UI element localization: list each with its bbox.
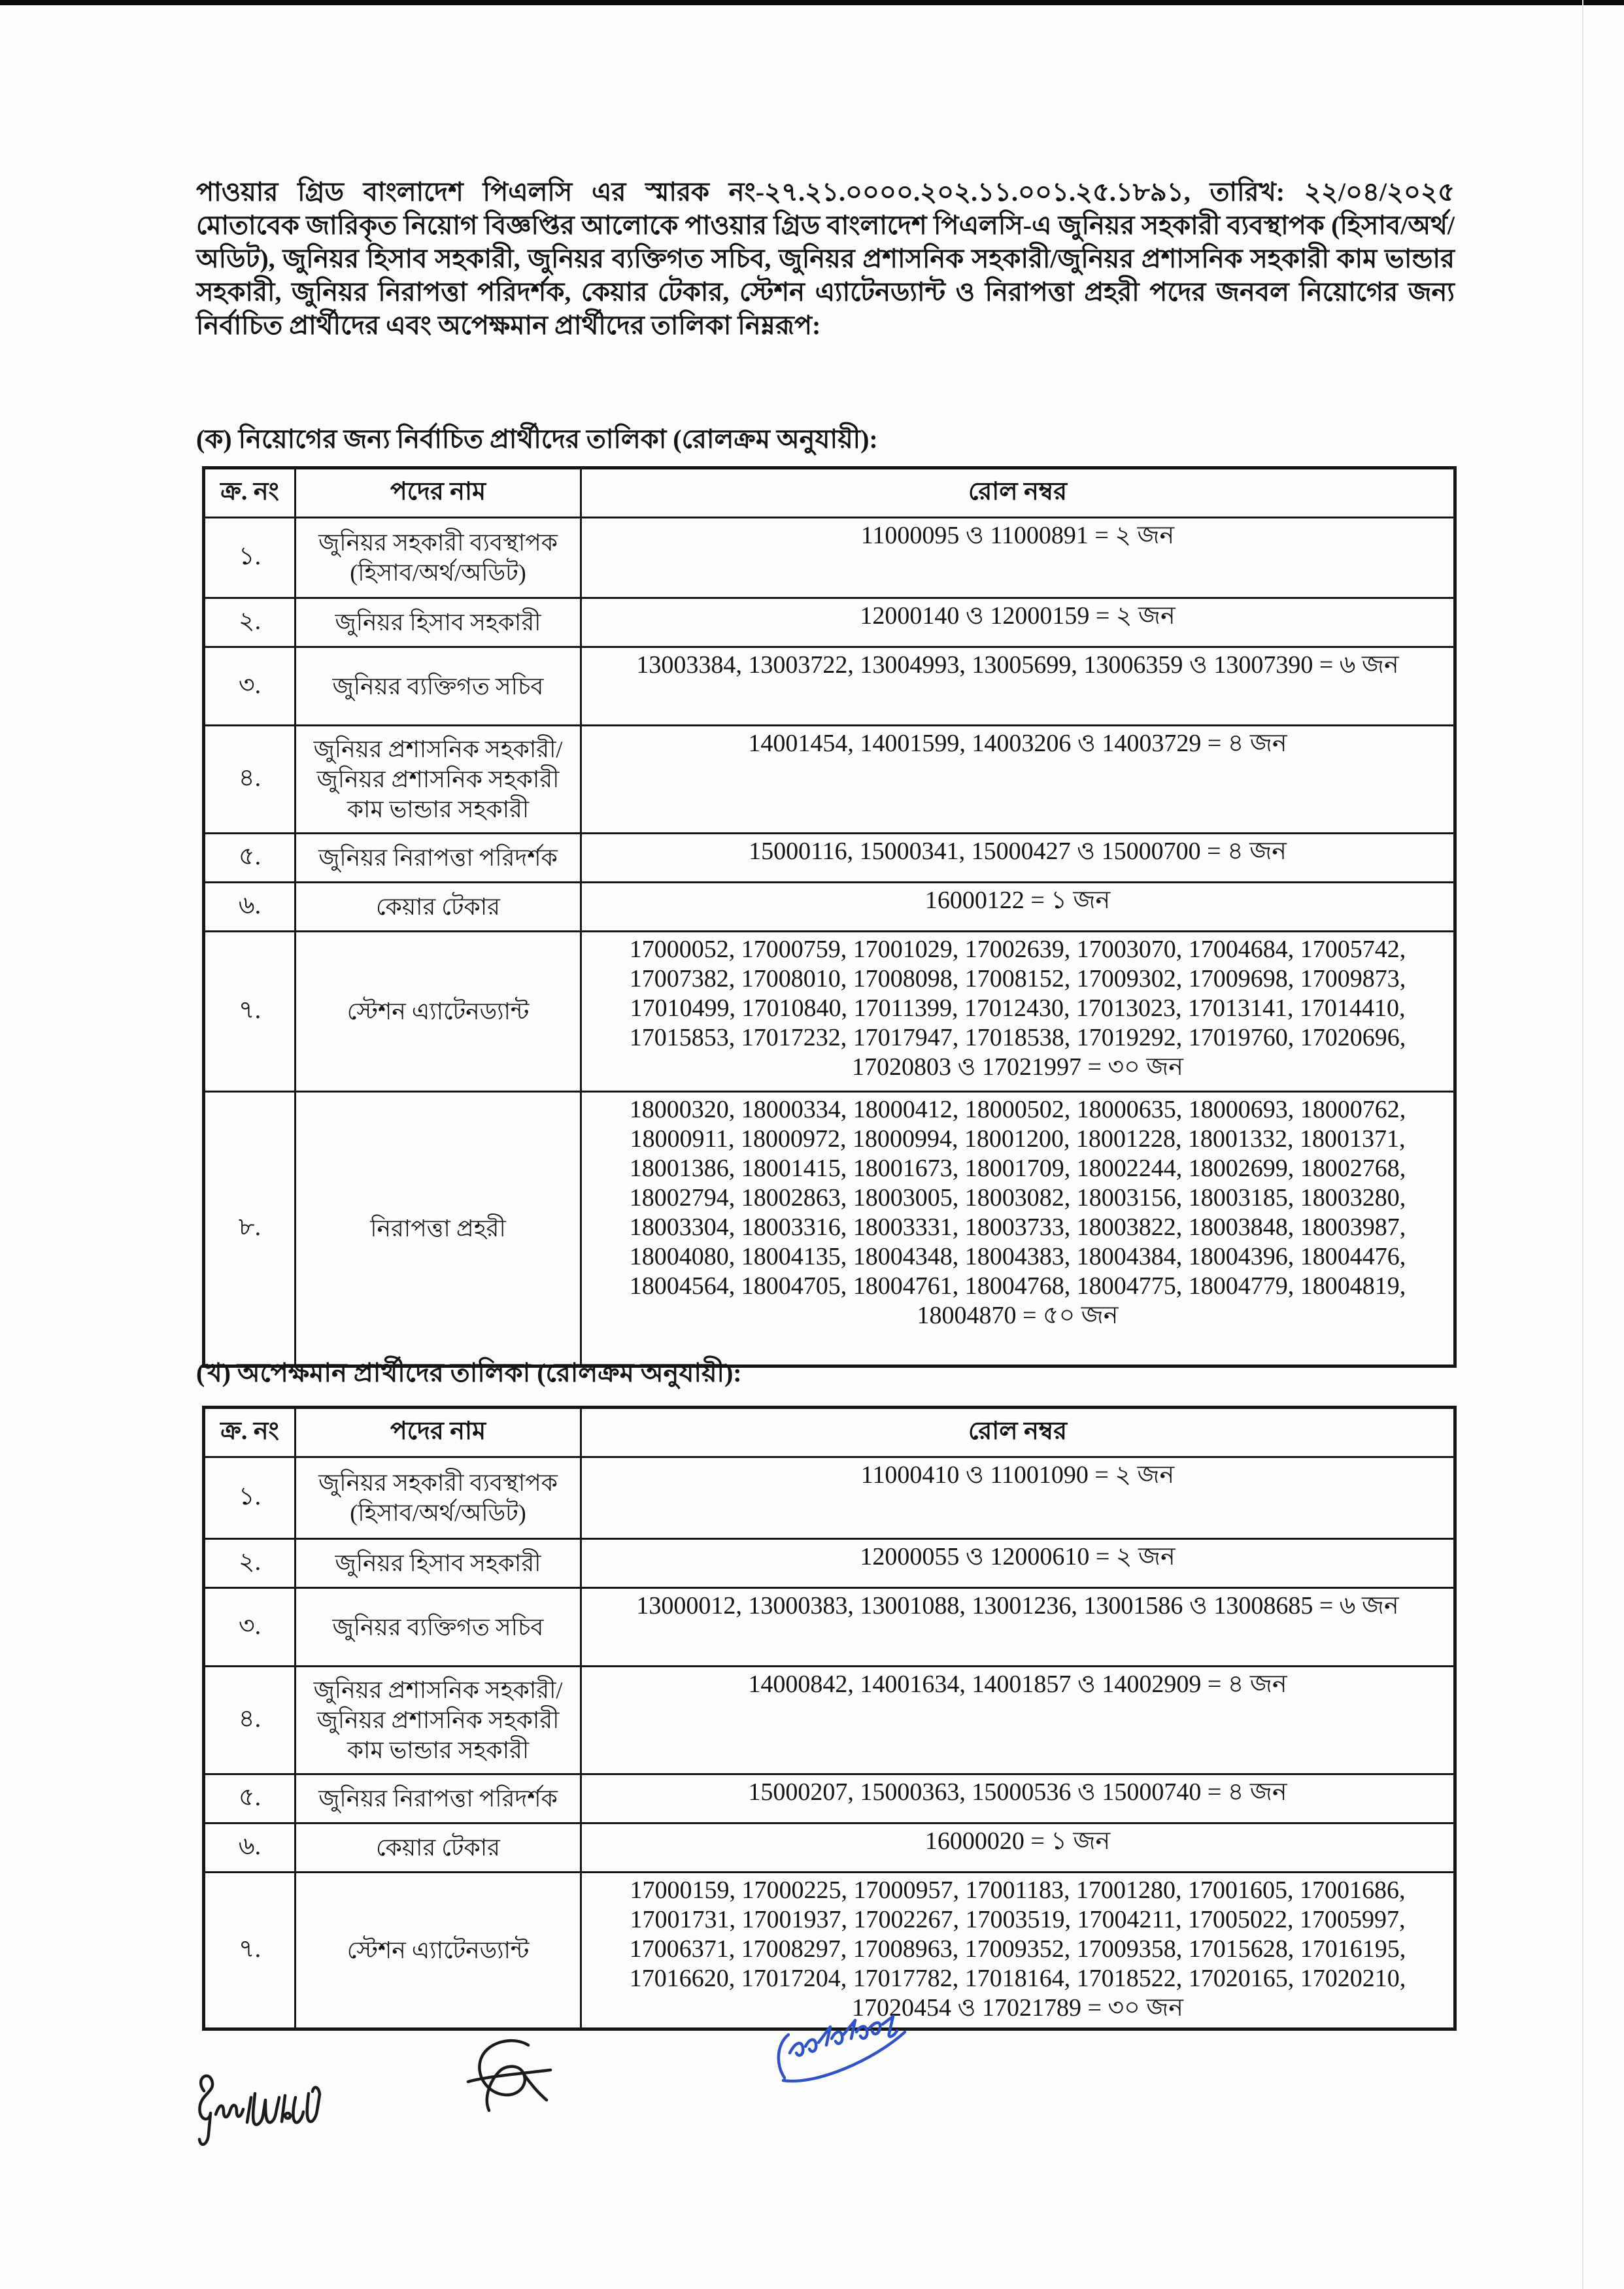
post-name-cell: জুনিয়র নিরাপত্তা পরিদর্শক bbox=[296, 1774, 581, 1823]
post-name-cell: স্টেশন এ্যাটেনড্যান্ট bbox=[296, 932, 581, 1092]
table-row bbox=[204, 598, 1455, 647]
table-row bbox=[204, 726, 1455, 834]
post-name-cell: জুনিয়র নিরাপত্তা পরিদর্শক bbox=[296, 834, 581, 883]
col-header-post: পদের নাম bbox=[296, 1408, 581, 1457]
signature-ink bbox=[450, 2035, 566, 2120]
table-row bbox=[204, 883, 1455, 932]
post-name-cell: জুনিয়র প্রশাসনিক সহকারী/জুনিয়র প্রশাসনিক সহকারী কাম ভান্ডার সহকারী bbox=[296, 1667, 581, 1774]
roll-numbers-cell: 18000320, 18000334, 18000412, 18000502, 18000635, 18000693, 18000762, 18000911, 18000972, 18000994, 18001200, 18001228, 18001332, 18001371, 18001386, 18001415, 18001673, 18001709, 18002244, 18002699, 18002768, 18002794, 18002863, 18003005, 18003082, 18003156, 18003185, 18003280, 18003304, 18003316, 18003331, 18003733, 18003822, 18003848, 18003987, 18004080, 18004135, 18004348, 18004383, 18004384, 18004396, 18004476, 18004564, 18004705, 18004761, 18004768, 18004775, 18004779, 18004819, 18004870 = ৫০ জন bbox=[581, 1092, 1455, 1366]
serial-cell: ৫. bbox=[204, 834, 296, 883]
table-row bbox=[204, 1667, 1455, 1774]
col-header-serial: ক্র. নং bbox=[204, 1408, 296, 1457]
serial-cell: ৩. bbox=[204, 647, 296, 726]
post-name-cell: জুনিয়র ব্যক্তিগত সচিব bbox=[296, 1588, 581, 1667]
scan-edge-artifact bbox=[0, 0, 1624, 5]
serial-cell: ২. bbox=[204, 1539, 296, 1588]
roll-numbers-cell: 17000159, 17000225, 17000957, 17001183, 17001280, 17001605, 17001686, 17001731, 17001937, 17002267, 17003519, 17004211, 17005022, 17005997, 17006371, 17008297, 17008963, 17009352, 17009358, 17015628, 17016195, 17016620, 17017204, 17017782, 17018164, 17018522, 17020165, 17020210, 17020454 ও 17021789 = ৩০ জন bbox=[581, 1873, 1455, 2029]
serial-cell: ৭. bbox=[204, 932, 296, 1092]
roll-numbers-cell: 12000055 ও 12000610 = ২ জন bbox=[581, 1539, 1455, 1588]
selected-candidates-table bbox=[202, 466, 1457, 1368]
roll-numbers-cell: 11000410 ও 11001090 = ২ জন bbox=[581, 1457, 1455, 1539]
serial-cell: ৭. bbox=[204, 1873, 296, 2029]
table-row bbox=[204, 1823, 1455, 1873]
signature-left bbox=[191, 2058, 331, 2156]
post-name-cell: কেয়ার টেকার bbox=[296, 883, 581, 932]
post-name-cell: কেয়ার টেকার bbox=[296, 1823, 581, 1873]
col-header-roll: রোল নম্বর bbox=[581, 468, 1455, 518]
table-row bbox=[204, 1588, 1455, 1667]
serial-cell: ৬. bbox=[204, 1823, 296, 1873]
table-row bbox=[204, 1457, 1455, 1539]
table-row bbox=[204, 1774, 1455, 1823]
serial-cell: ৪. bbox=[204, 1667, 296, 1774]
roll-numbers-cell: 11000095 ও 11000891 = ২ জন bbox=[581, 518, 1455, 598]
serial-cell: ৩. bbox=[204, 1588, 296, 1667]
post-name-cell: জুনিয়র সহকারী ব্যবস্থাপক (হিসাব/অর্থ/অডিট) bbox=[296, 1457, 581, 1539]
post-name-cell: জুনিয়র ব্যক্তিগত সচিব bbox=[296, 647, 581, 726]
post-name-cell: জুনিয়র হিসাব সহকারী bbox=[296, 598, 581, 647]
section-b-heading: (খ) অপেক্ষমান প্রার্থীদের তালিকা (রোলক্রম অনুযায়ী): bbox=[196, 1358, 742, 1387]
post-name-cell: জুনিয়র সহকারী ব্যবস্থাপক (হিসাব/অর্থ/অডিট) bbox=[296, 518, 581, 598]
col-header-roll: রোল নম্বর bbox=[581, 1408, 1455, 1457]
signature-right bbox=[770, 2012, 921, 2097]
table-row bbox=[204, 932, 1455, 1092]
signature-middle bbox=[450, 2035, 566, 2120]
post-name-cell: স্টেশন এ্যাটেনড্যান্ট bbox=[296, 1873, 581, 2029]
table-header-row bbox=[204, 1408, 1455, 1457]
table-row bbox=[204, 834, 1455, 883]
signature-ink bbox=[191, 2058, 331, 2156]
table-row bbox=[204, 1092, 1455, 1366]
serial-cell: ৬. bbox=[204, 883, 296, 932]
roll-numbers-cell: 12000140 ও 12000159 = ২ জন bbox=[581, 598, 1455, 647]
serial-cell: ৪. bbox=[204, 726, 296, 834]
table-row bbox=[204, 1539, 1455, 1588]
roll-numbers-cell: 16000122 = ১ জন bbox=[581, 883, 1455, 932]
scan-edge-line bbox=[1582, 0, 1583, 2289]
roll-numbers-cell: 16000020 = ১ জন bbox=[581, 1823, 1455, 1873]
waiting-candidates-table bbox=[202, 1406, 1457, 2031]
table-header-row bbox=[204, 468, 1455, 518]
roll-numbers-cell: 17000052, 17000759, 17001029, 17002639, 17003070, 17004684, 17005742, 17007382, 17008010, 17008098, 17008152, 17009302, 17009698, 17009873, 17010499, 17010840, 17011399, 17012430, 17013023, 17013141, 17014410, 17015853, 17017232, 17017947, 17018538, 17019292, 17019760, 17020696, 17020803 ও 17021997 = ৩০ জন bbox=[581, 932, 1455, 1092]
serial-cell: ১. bbox=[204, 1457, 296, 1539]
roll-numbers-cell: 15000207, 15000363, 15000536 ও 15000740 = ৪ জন bbox=[581, 1774, 1455, 1823]
serial-cell: ২. bbox=[204, 598, 296, 647]
table-row bbox=[204, 518, 1455, 598]
signature-ink bbox=[770, 2012, 921, 2097]
intro-paragraph: পাওয়ার গ্রিড বাংলাদেশ পিএলসি এর স্মারক নং-২৭.২১.০০০০.২০২.১১.০০১.২৫.১৮৯১, তারিখ: ২২/০৪/২০২৫ মোতাবেক জারিকৃত নিয়োগ বিজ্ঞপ্তির আলোকে পাওয়ার গ্রিড বাংলাদেশ পিএলসি-এ জুনিয়র সহকারী ব্যবস্থাপক (হিসাব/অর্থ/অডিট), জুনিয়র হিসাব সহকারী, জুনিয়র ব্যক্তিগত সচিব, জুনিয়র প্রশাসনিক সহকারী/জুনিয়র প্রশাসনিক সহকারী কাম ভান্ডার সহকারী, জুনিয়র নিরাপত্তা পরিদর্শক, কেয়ার টেকার, স্টেশন এ্যাটেনড্যান্ট ও নিরাপত্তা প্রহরী পদের জনবল নিয়োগের জন্য নির্বাচিত প্রার্থীদের এবং অপেক্ষমান প্রার্থীদের তালিকা নিম্নরূপ: bbox=[196, 177, 1455, 340]
col-header-serial: ক্র. নং bbox=[204, 468, 296, 518]
serial-cell: ৫. bbox=[204, 1774, 296, 1823]
roll-numbers-cell: 14000842, 14001634, 14001857 ও 14002909 = ৪ জন bbox=[581, 1667, 1455, 1774]
post-name-cell: জুনিয়র হিসাব সহকারী bbox=[296, 1539, 581, 1588]
roll-numbers-cell: 15000116, 15000341, 15000427 ও 15000700 = ৪ জন bbox=[581, 834, 1455, 883]
table-row bbox=[204, 647, 1455, 726]
post-name-cell: জুনিয়র প্রশাসনিক সহকারী/জুনিয়র প্রশাসনিক সহকারী কাম ভান্ডার সহকারী bbox=[296, 726, 581, 834]
serial-cell: ৮. bbox=[204, 1092, 296, 1366]
col-header-post: পদের নাম bbox=[296, 468, 581, 518]
table-row bbox=[204, 1873, 1455, 2029]
roll-numbers-cell: 13000012, 13000383, 13001088, 13001236, 13001586 ও 13008685 = ৬ জন bbox=[581, 1588, 1455, 1667]
serial-cell: ১. bbox=[204, 518, 296, 598]
section-a-heading: (ক) নিয়োগের জন্য নির্বাচিত প্রার্থীদের তালিকা (রোলক্রম অনুযায়ী): bbox=[196, 424, 878, 454]
roll-numbers-cell: 13003384, 13003722, 13004993, 13005699, 13006359 ও 13007390 = ৬ জন bbox=[581, 647, 1455, 726]
post-name-cell: নিরাপত্তা প্রহরী bbox=[296, 1092, 581, 1366]
roll-numbers-cell: 14001454, 14001599, 14003206 ও 14003729 = ৪ জন bbox=[581, 726, 1455, 834]
